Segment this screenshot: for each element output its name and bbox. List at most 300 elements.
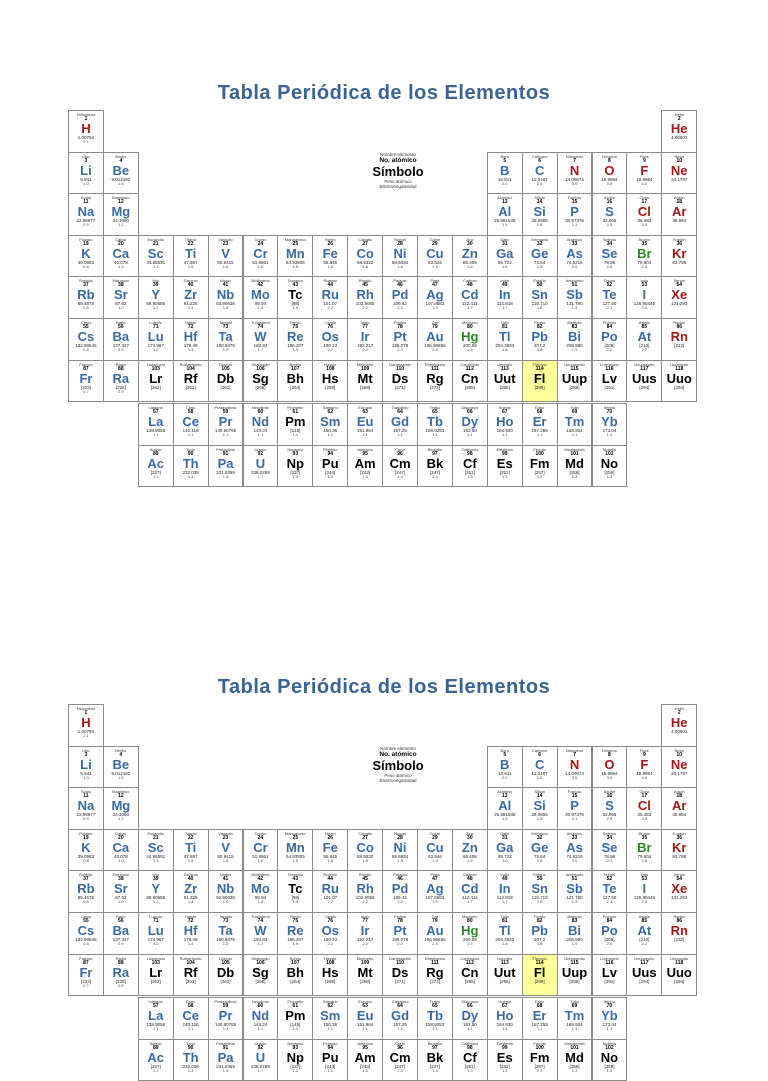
atomic-mass: 208.980	[566, 937, 583, 942]
electronegativity: 0.7	[83, 982, 89, 988]
atomic-number: 65	[432, 1003, 438, 1010]
electronegativity: 1.9	[571, 347, 578, 352]
atomic-number: 73	[222, 324, 229, 330]
atomic-mass: 207.2	[534, 343, 546, 348]
atomic-mass: 1.00794	[77, 135, 95, 140]
element-name: Fermio	[533, 1040, 546, 1046]
atomic-mass: 26.981538	[494, 218, 516, 224]
element-name: Molibdeno	[251, 872, 270, 878]
atomic-mass: 207.2	[534, 937, 546, 942]
electronegativity: 1.2	[118, 222, 124, 228]
electronegativity: 1.7	[257, 941, 264, 946]
electronegativity: 1.8	[257, 305, 264, 311]
element-mn	[277, 235, 313, 278]
atomic-mass: [243]	[360, 469, 371, 475]
atomic-mass: 208.980	[566, 343, 583, 348]
element-symbol: Ni	[393, 839, 407, 855]
element-symbol: Rg	[426, 964, 444, 980]
electronegativity: 3.5	[606, 774, 613, 780]
element-name: Niobio	[219, 278, 232, 284]
electronegativity: 1.0	[118, 263, 124, 269]
atomic-number: 4	[119, 751, 123, 758]
element-md	[557, 445, 593, 488]
element-name: Holmio	[498, 405, 511, 411]
element-tc	[277, 276, 313, 319]
element-symbol: Cf	[462, 1049, 477, 1065]
element-name: Oxígeno	[601, 747, 617, 753]
element-symbol: No	[600, 1049, 619, 1065]
element-name: Cobre	[429, 830, 441, 836]
element-name: Titanio	[184, 236, 197, 242]
element-symbol: Uut	[493, 370, 516, 386]
element-zr	[173, 870, 209, 913]
atomic-mass: 88.90585	[146, 895, 166, 901]
element-name: Uranio	[254, 1040, 267, 1046]
atomic-mass: [210]	[639, 937, 650, 942]
atomic-mass: [244]	[325, 469, 336, 475]
atomic-mass: 173.04	[602, 428, 617, 434]
electronegativity: 1.1	[432, 432, 438, 438]
atomic-mass: 28.0855	[531, 218, 548, 224]
atomic-number: 107	[291, 365, 300, 372]
element-w	[243, 912, 279, 955]
element-name: Lawrencio	[146, 955, 165, 961]
atomic-mass: 131.293	[671, 895, 688, 901]
atomic-mass: 200.59	[462, 343, 477, 348]
element-symbol: Md	[565, 1049, 584, 1065]
atomic-number: 19	[83, 240, 89, 247]
electronegativity: 1.7	[257, 347, 264, 352]
element-tl	[487, 912, 523, 955]
element-cu	[417, 829, 453, 872]
atomic-number: 40	[187, 282, 194, 289]
element-mt	[347, 360, 383, 403]
atomic-number: 71	[152, 324, 159, 330]
atomic-number: 84	[606, 918, 613, 924]
atomic-mass: 55.845	[323, 853, 338, 859]
element-tm	[557, 403, 593, 446]
electronegativity: 1.3	[467, 1067, 473, 1073]
atomic-number: 22	[187, 834, 194, 841]
atomic-mass: [209]	[604, 937, 615, 942]
atomic-number: 44	[327, 282, 334, 289]
electronegativity: 1.1	[362, 1026, 368, 1032]
atomic-mass: [243]	[360, 1063, 371, 1069]
element-symbol: Li	[80, 162, 92, 178]
atomic-mass: [264]	[290, 978, 301, 984]
element-symbol: O	[604, 162, 615, 178]
atomic-mass: [244]	[325, 1063, 336, 1069]
element-name: Gadolinio	[391, 999, 409, 1005]
element-symbol: S	[605, 798, 614, 814]
electronegativity: 2.5	[536, 774, 543, 780]
atomic-mass: 4.00602	[671, 135, 688, 140]
element-rh	[347, 276, 383, 319]
element-kr	[661, 235, 697, 278]
electronegativity: 1.3	[187, 347, 194, 352]
element-te	[592, 276, 628, 319]
element-symbol: Hf	[183, 329, 198, 344]
atomic-number: 74	[257, 918, 264, 924]
element-name: Livermorio	[600, 955, 619, 961]
electronegativity: 1.1	[292, 1026, 299, 1032]
element-name: Boro	[500, 153, 509, 159]
element-si	[522, 787, 558, 830]
element-symbol: U	[255, 455, 266, 471]
element-symbol: Pa	[217, 455, 234, 471]
element-symbol: Mn	[285, 839, 305, 855]
atomic-number: 115	[570, 959, 579, 966]
atomic-mass: 231.0359	[216, 469, 235, 475]
element-name: Tecnecio	[287, 278, 304, 284]
atomic-number: 81	[501, 918, 508, 924]
atomic-number: 72	[187, 918, 194, 924]
element-symbol: Rf	[183, 964, 198, 980]
element-xe	[661, 276, 697, 319]
element-symbol: Nd	[251, 414, 270, 430]
electronegativity: 3.0	[571, 774, 578, 780]
element-symbol: Se	[601, 245, 618, 261]
electronegativity: 0.9	[118, 941, 124, 946]
atomic-number: 106	[256, 959, 265, 966]
electronegativity: 1.1	[571, 432, 578, 438]
electronegativity: 1.3	[397, 1067, 403, 1073]
electronegativity: 1.9	[571, 899, 578, 905]
element-symbol: Mt	[357, 964, 373, 980]
element-symbol: Am	[354, 455, 376, 471]
element-cl	[626, 787, 662, 830]
element-symbol: Pm	[285, 414, 306, 430]
element-rg	[417, 360, 453, 403]
atomic-mass: [237]	[290, 469, 301, 475]
atomic-number: 112	[465, 959, 474, 966]
element-name: Rubidio	[79, 278, 93, 284]
element-symbol: Ru	[321, 287, 339, 303]
element-symbol: Uup	[561, 370, 588, 386]
atomic-number: 95	[362, 450, 368, 457]
element-symbol: Nd	[251, 1008, 270, 1024]
element-er	[522, 997, 558, 1040]
element-uus	[626, 954, 662, 997]
electronegativity: 1.5	[292, 857, 299, 863]
atomic-number: 80	[467, 918, 473, 924]
element-name: Vanadio	[218, 236, 233, 242]
electronegativity: 2.0	[501, 774, 508, 780]
element-symbol: Rb	[77, 287, 95, 303]
element-br	[626, 829, 662, 872]
atomic-number: 3	[84, 157, 88, 164]
element-db	[208, 360, 244, 403]
element-name: Hierro	[324, 830, 336, 836]
electronegativity: 1.1	[187, 432, 194, 438]
electronegativity: 1.1	[327, 1026, 334, 1032]
electronegativity: 1.5	[222, 347, 229, 352]
atomic-number: 28	[397, 834, 403, 841]
electronegativity: 1.3	[606, 473, 613, 479]
element-cd	[452, 276, 488, 319]
element-symbol: F	[640, 162, 649, 178]
element-name: Escandio	[147, 236, 164, 242]
element-symbol: Os	[321, 329, 339, 344]
atomic-mass: 69.723	[497, 259, 512, 265]
element-symbol: Po	[601, 329, 618, 344]
element-name: Helio	[674, 706, 684, 711]
element-symbol: Gd	[391, 1008, 410, 1024]
element-name: Americio	[357, 1040, 373, 1046]
element-y	[138, 276, 174, 319]
atomic-mass: [269]	[325, 384, 336, 390]
element-name: Azufre	[603, 195, 616, 201]
electronegativity: 1.6	[222, 263, 229, 269]
element-np	[277, 1039, 313, 1081]
element-os	[312, 318, 348, 361]
element-symbol: Hf	[183, 923, 198, 938]
element-symbol: Cl	[637, 798, 651, 814]
element-name: Bario	[116, 320, 126, 325]
atomic-mass: 40.078	[113, 259, 128, 265]
atomic-mass: 138.9055	[146, 1022, 166, 1028]
atomic-mass: 18.9984	[636, 770, 653, 776]
element-am	[347, 445, 383, 488]
atomic-number: 89	[152, 1044, 159, 1051]
element-name: Oro	[431, 914, 439, 919]
element-symbol: Re	[287, 329, 304, 344]
element-symbol: Ce	[182, 414, 199, 430]
element-name: Estaño	[533, 872, 546, 878]
element-name: Lantano	[148, 999, 163, 1005]
element-symbol: Lu	[147, 923, 164, 938]
atomic-mass: 78.96	[603, 853, 616, 859]
element-symbol: Ba	[112, 923, 130, 938]
element-symbol: H	[81, 121, 91, 136]
legend-number-label: No. atómico	[379, 751, 417, 758]
element-name: Mendelevio	[564, 446, 585, 452]
atomic-number: 52	[606, 282, 613, 289]
atomic-mass: 32.065	[602, 218, 617, 224]
element-v	[208, 829, 244, 872]
element-cf	[452, 1039, 488, 1081]
element-symbol: Ag	[426, 287, 444, 303]
element-pb	[522, 318, 558, 361]
element-name: Bario	[116, 914, 126, 919]
element-cm	[382, 1039, 418, 1081]
element-symbol: K	[81, 839, 91, 855]
element-name: Sodio	[80, 789, 92, 795]
atomic-number: 66	[467, 409, 473, 416]
element-sr	[103, 870, 139, 913]
element-ag	[417, 276, 453, 319]
atomic-number: 95	[362, 1044, 368, 1051]
element-pb	[522, 912, 558, 955]
element-pm	[277, 403, 313, 446]
atomic-number: 80	[467, 324, 473, 330]
atomic-mass: 167.259	[531, 428, 548, 434]
atomic-mass: 106.42	[393, 301, 407, 307]
element-symbol: Bh	[286, 964, 304, 980]
legend-en-label: Electronegatividad	[379, 184, 417, 189]
atomic-number: 98	[467, 1044, 473, 1051]
element-at	[626, 318, 662, 361]
element-name: Radón	[673, 320, 686, 325]
element-pm	[277, 997, 313, 1040]
atomic-mass: 196.96655	[424, 937, 446, 942]
atomic-mass: [259]	[604, 1063, 615, 1069]
element-os	[312, 912, 348, 955]
element-no	[592, 1039, 628, 1081]
element-symbol: Pb	[531, 923, 548, 938]
legend-name-label: Nombre elemento	[380, 152, 416, 157]
atomic-number: 42	[257, 876, 264, 883]
element-ra	[103, 360, 139, 403]
element-mt	[347, 954, 383, 997]
electronegativity: 3.5	[606, 180, 613, 186]
element-name: Paladio	[393, 278, 407, 284]
element-symbol: Pm	[285, 1008, 306, 1024]
element-symbol: Tl	[498, 923, 511, 938]
atomic-mass: [289]	[534, 978, 545, 984]
atomic-number: 111	[431, 959, 439, 966]
atomic-number: 8	[608, 157, 611, 164]
atomic-mass: 51.9961	[252, 853, 269, 859]
electronegativity: 2.0	[606, 941, 613, 946]
atomic-number: 11	[83, 793, 89, 800]
element-fm	[522, 1039, 558, 1081]
atomic-number: 26	[327, 834, 334, 841]
atomic-number: 7	[573, 157, 576, 164]
atomic-number: 18	[676, 199, 683, 206]
electronegativity: 1.1	[292, 432, 299, 438]
element-symbol: Np	[286, 455, 304, 471]
atomic-mass: [223]	[80, 978, 91, 984]
atomic-number: 57	[152, 1003, 159, 1010]
element-name: Kriptón	[672, 830, 686, 836]
element-s	[592, 193, 628, 236]
element-name: Osmio	[324, 320, 337, 325]
element-sm	[312, 403, 348, 446]
element-symbol: As	[566, 839, 583, 855]
electronegativity: 1.1	[571, 1026, 578, 1032]
atomic-mass: 162.50	[462, 1022, 477, 1028]
atomic-number: 88	[118, 365, 124, 372]
element-symbol: F	[640, 756, 649, 772]
electronegativity: 1.5	[118, 774, 124, 780]
element-rg	[417, 954, 453, 997]
atomic-mass: 164.930	[496, 428, 513, 434]
element-na	[68, 193, 104, 236]
element-name: Cobalto	[358, 830, 373, 836]
element-th	[173, 445, 209, 488]
element-symbol: Br	[637, 839, 652, 855]
electronegativity: 1.3	[152, 263, 159, 269]
atomic-mass: 79.904	[637, 853, 652, 859]
element-name: Platino	[393, 914, 407, 919]
element-name: Hassio	[324, 955, 337, 961]
element-cs	[68, 318, 104, 361]
element-name: Cerio	[185, 999, 196, 1005]
element-name: Silicio	[534, 789, 545, 795]
element-ge	[522, 829, 558, 872]
element-lv	[592, 954, 628, 997]
element-symbol: Th	[182, 455, 199, 471]
atomic-number: 117	[640, 365, 649, 372]
element-lu	[138, 318, 174, 361]
element-name: Ununseptio	[634, 955, 655, 961]
element-am	[347, 1039, 383, 1081]
element-symbol: Bi	[568, 329, 582, 344]
atomic-number: 68	[536, 1003, 543, 1010]
element-symbol: Mg	[111, 204, 131, 220]
element-tm	[557, 997, 593, 1040]
electronegativity: 1.3	[501, 473, 508, 479]
atomic-number: 48	[467, 282, 473, 289]
element-name: Bismuto	[567, 320, 582, 325]
atomic-number: 44	[327, 876, 334, 883]
element-name: Tantalo	[219, 914, 232, 919]
atomic-number: 113	[500, 365, 509, 372]
element-fe	[312, 829, 348, 872]
atomic-mass: [222]	[674, 343, 685, 348]
element-name: Osmio	[324, 914, 337, 919]
atomic-mass: 183.84	[253, 937, 268, 942]
element-name: Francio	[79, 955, 93, 961]
atomic-mass: 121.760	[566, 895, 583, 901]
atomic-mass: 9.012182	[111, 770, 131, 776]
element-name: Magnesio	[112, 789, 130, 795]
element-name: Plata	[430, 278, 440, 284]
element-symbol: W	[254, 329, 267, 344]
element-symbol: V	[221, 839, 230, 855]
electronegativity: 0.9	[118, 388, 124, 394]
electronegativity: 2.2	[327, 305, 334, 311]
atomic-number: 59	[222, 409, 229, 416]
element-name: Bromo	[638, 236, 651, 242]
element-name: Europio	[358, 405, 373, 411]
element-ag	[417, 870, 453, 913]
element-name: Livermorio	[600, 361, 619, 367]
atomic-number: 64	[397, 409, 403, 416]
element-symbol: Be	[112, 756, 130, 772]
element-symbol: Ar	[672, 204, 687, 220]
element-ni	[382, 829, 418, 872]
element-symbol: Ni	[393, 245, 407, 261]
atomic-mass: [285]	[464, 384, 475, 390]
element-name: Actinio	[149, 446, 162, 452]
element-symbol: Kr	[672, 245, 687, 261]
atomic-number: 62	[327, 409, 334, 416]
element-symbol: Pd	[391, 881, 409, 897]
element-name: Mendelevio	[564, 1040, 585, 1046]
element-name: Ununtrio	[497, 361, 513, 367]
legend-symbol-label: Símbolo	[372, 758, 424, 773]
atomic-number: 118	[675, 365, 684, 372]
electronegativity: 1.3	[606, 1067, 613, 1073]
element-co	[347, 235, 383, 278]
element-name: Terbio	[429, 999, 441, 1005]
element-symbol: H	[81, 715, 91, 730]
atomic-mass: 140.116	[182, 428, 199, 434]
element-name: Fermio	[533, 446, 546, 452]
element-name: Litio	[82, 747, 90, 753]
atomic-mass: [258]	[569, 1063, 580, 1069]
element-name: Oro	[431, 320, 439, 325]
element-symbol: Tc	[288, 881, 303, 897]
element-name: Dubnio	[219, 955, 232, 961]
element-nb	[208, 276, 244, 319]
atomic-number: 30	[467, 240, 473, 247]
atomic-mass: [294]	[639, 384, 650, 390]
element-n	[557, 152, 593, 195]
element-gd	[382, 403, 418, 446]
